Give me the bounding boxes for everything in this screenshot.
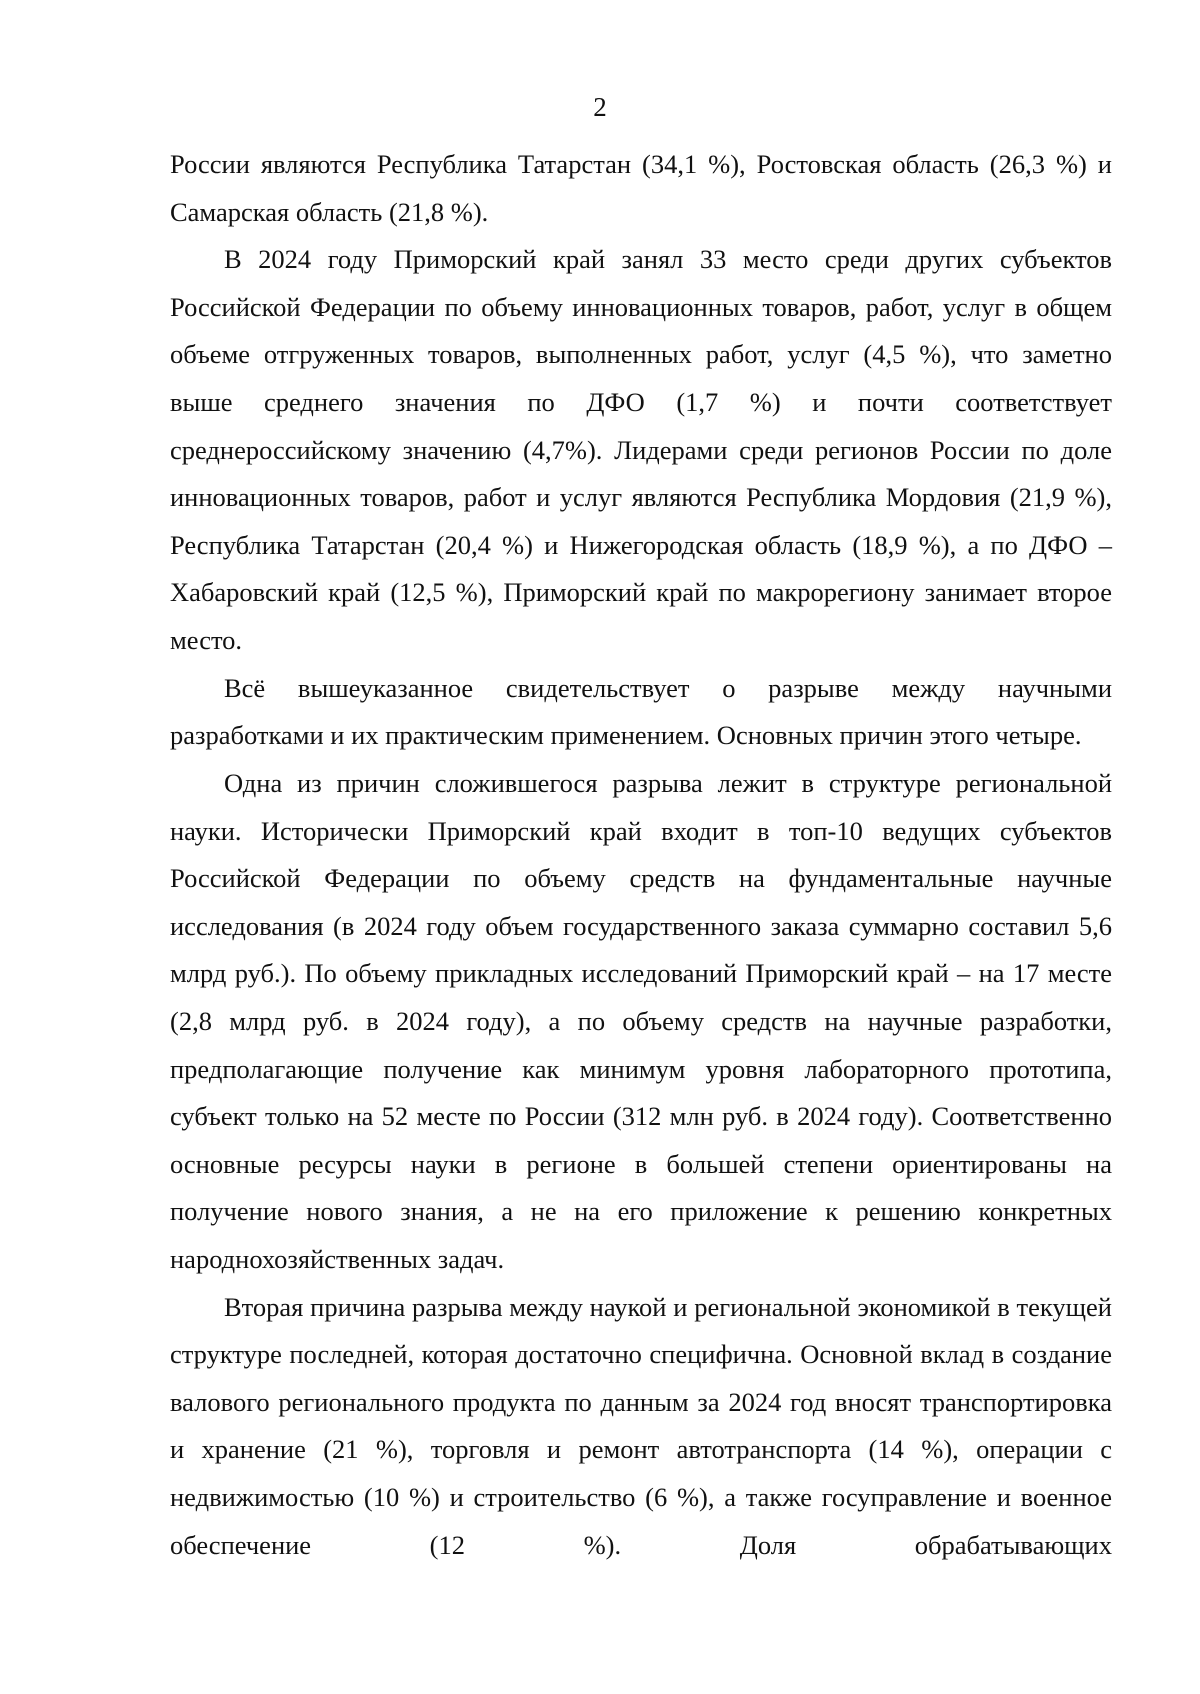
page-number: 2 — [593, 92, 607, 122]
paragraph-continuation: России являются Республика Татарстан (34,1 %), Ростовская область (26,3 %) и Самарская область (21,8 %). — [170, 149, 1112, 227]
paragraph-innovation-ranking: В 2024 году Приморский край занял 33 место среди других субъектов Российской Федерации по объему инновационных товаров, работ, услуг в общем объеме отгруженных товаров, выполненных работ, услуг (4,5 %), что заметно выше среднего значения по ДФО (1,7 %) и почти соответствует среднероссийскому значению (4,7%). Лидерами среди регионов России по доле инновационных товаров, работ и услуг являются Республика Мордовия (21,9 %), Республика Татарстан (20,4 %) и Нижегородская область (18,9 %), а по ДФО – Хабаровский край (12,5 %), Приморский край по макрорегиону занимает второе место. — [170, 244, 1112, 656]
paragraph-gap-summary: Всё вышеуказанное свидетельствует о разрыве между научными разработками и их практическим применением. Основных причин этого четыре. — [170, 672, 1112, 751]
paragraph-first-reason: Одна из причин сложившегося разрыва лежит в структуре региональной науки. Исторически Приморский край входит в топ-10 ведущих субъектов Российской Федерации по объему средств на фундаментальные научные исследования (в 2024 году объем государственного заказа суммарно составил 5,6 млрд руб.). По объему прикладных исследований Приморский край – на 17 месте (2,8 млрд руб. в 2024 году), а по объему средств на научные разработки, предполагающие получение как минимум уровня лабораторного прототипа, субъект только на 52 месте по России (312 млн руб. в 2024 году). Соответственно основные ресурсы науки в регионе в большей степени ориентированы на получение нового знания, а не на его приложение к решению конкретных народнохозяйственных задач. — [170, 768, 1112, 1274]
paragraph-second-reason: Вторая причина разрыва между наукой и региональной экономикой в текущей структуре последней, которая достаточно специфична. Основной вклад в создание валового регионального продукта по данным за 2024 год вносят транспортировка и хранение (21 %), торговля и ремонт автотранспорта (14 %), операции с недвижимостью (10 %) и строительство (6 %), а также госуправление и военное обеспечение (12 %). Доля обрабатывающих — [170, 1291, 1112, 1560]
document-body — [170, 141, 1112, 1569]
